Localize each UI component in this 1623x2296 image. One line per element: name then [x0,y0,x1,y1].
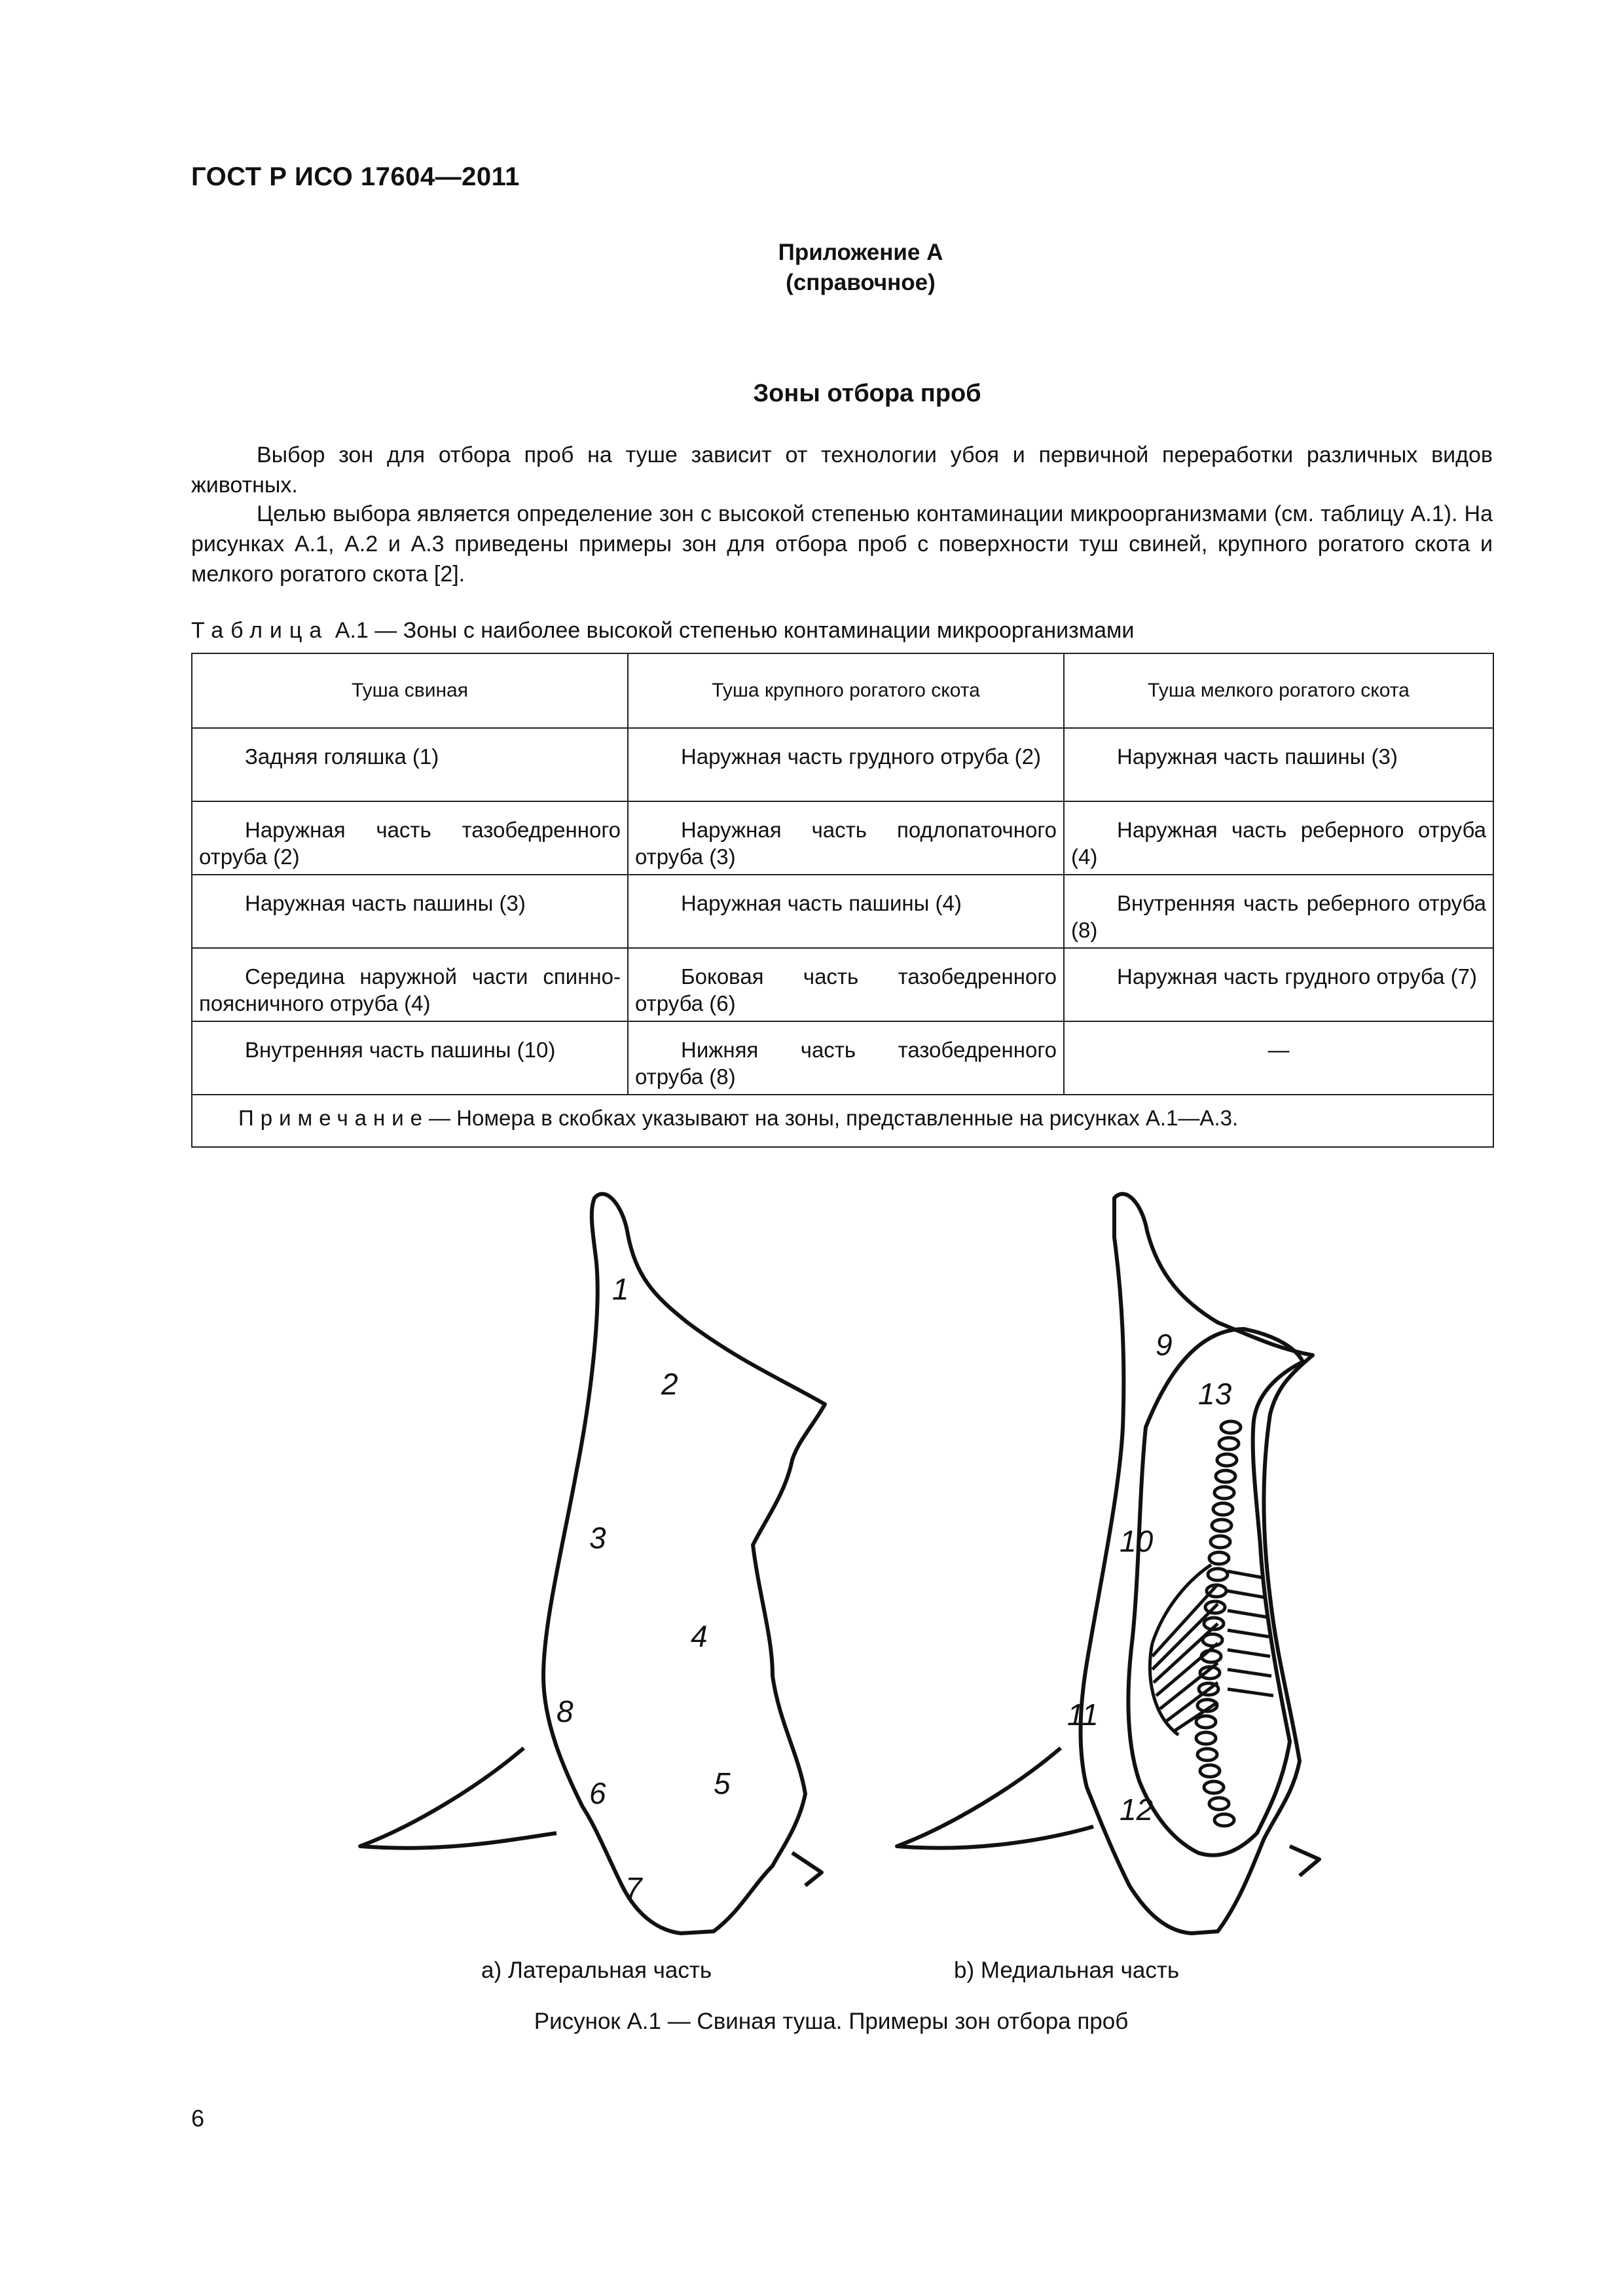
carcass-tail-lateral [792,1853,822,1886]
paragraph-1-text: Выбор зон для отбора проб на туше зависит от технологии убоя и первичной переработки различных видов животных. [191,443,1493,498]
page-number: 6 [191,2105,205,2132]
table-header-cell: Туша свиная [192,653,628,728]
zone-label: 9 [1156,1328,1173,1362]
table-cell [192,801,628,875]
cell-text: Боковая часть тазобедренного отруба (6) [635,964,1057,1015]
cell-text: Внутренняя часть реберного отруба (8) [1071,891,1486,942]
carcass-leg-lateral [360,1748,556,1848]
table-cell [628,948,1064,1021]
figure-b-medial [897,1194,1319,1933]
figure-a-lateral [360,1194,825,1933]
zone-label: 4 [691,1619,708,1653]
table-cell [628,875,1064,948]
zone-label: 3 [589,1521,606,1555]
cell-text: Середина наружной части спинно-поясничного отруба (4) [199,964,621,1015]
carcass-leg-medial [897,1748,1093,1848]
zone-label: 6 [589,1776,606,1810]
table-cell [192,1021,628,1095]
table-row [192,948,1493,1021]
note-label: Примечание [238,1106,429,1130]
cell-text: Наружная часть тазобедренного отруба (2) [199,818,621,869]
zones-table [191,653,1494,1148]
carcass-figures [347,1178,1362,1964]
table-caption-label: Таблица [191,618,329,643]
table-cell [192,948,628,1021]
table-cell [1064,728,1493,801]
zone-label: 12 [1120,1793,1154,1827]
cell-text: Наружная часть грудного отруба (2) [681,744,1041,769]
zone-label: 1 [612,1272,629,1306]
figure-caption: Рисунок А.1 — Свиная туша. Примеры зон отбора проб [534,2009,1129,2034]
table-header-row [192,653,1493,728]
cell-text: Наружная часть пашины (3) [1117,744,1398,769]
appendix-subtitle: (справочное) [786,270,936,295]
table-cell [1064,948,1493,1021]
zone-label: 8 [556,1694,574,1728]
table-note-row [192,1095,1493,1147]
cell-text: — [1267,1038,1290,1062]
cell-text: Задняя голяшка (1) [245,744,439,769]
paragraph-1 [191,440,1493,500]
table-cell [628,1021,1064,1095]
table-cell [1064,801,1493,875]
spine-vertebrae [1196,1421,1241,1826]
document-header: ГОСТ Р ИСО 17604—2011 [191,162,520,191]
table-row [192,1021,1493,1095]
table-row [192,801,1493,875]
section-title: Зоны отбора проб [753,380,981,407]
table-header-cell: Туша мелкого рогатого скота [1064,653,1493,728]
cell-text: Наружная часть пашины (3) [245,891,526,915]
table-cell [1064,1021,1493,1095]
table-cell [628,728,1064,801]
figure-sub-b: b) Медиальная часть [954,1958,1180,1983]
zone-label: 11 [1067,1698,1099,1732]
carcass-tail-medial [1290,1846,1319,1876]
figure-sub-a: а) Латеральная часть [481,1958,712,1983]
carcass-outline-medial [1081,1194,1313,1933]
cell-text: Наружная часть грудного отруба (7) [1117,964,1477,989]
note-text: — Номера в скобках указывают на зоны, представленные на рисунках А.1—А.3. [429,1106,1239,1130]
table-caption-text: А.1 — Зоны с наиболее высокой степенью контаминации микроорганизмами [335,618,1135,643]
paragraph-2 [191,499,1493,589]
zone-label: 10 [1120,1524,1154,1558]
table-row [192,728,1493,801]
zone-label: 7 [625,1871,642,1905]
zone-label: 5 [714,1766,731,1800]
carcass-outline-lateral [543,1194,825,1933]
cell-text: Нижняя часть тазобедренного отруба (8) [635,1038,1057,1089]
cell-text: Наружная часть пашины (4) [681,891,962,915]
table-cell [1064,875,1493,948]
table-caption [191,618,1134,644]
cell-text: Внутренняя часть пашины (10) [245,1038,556,1062]
table-note [192,1095,1493,1147]
appendix-title: Приложение А [778,240,943,265]
paragraph-2-text: Целью выбора является определение зон с высокой степенью контаминации микроорганизмами (см. таблицу А.1). На рисунках А.1, А.2 и А.3 приведены примеры зон для отбора проб с поверхности туш свиней, крупного рогатого скота и мелкого рогатого скота [2]. [191,501,1493,587]
table-cell [192,728,628,801]
cell-text: Наружная часть подлопаточного отруба (3) [635,818,1057,869]
table-cell [192,875,628,948]
table-row [192,875,1493,948]
zone-label: 13 [1198,1377,1232,1411]
zone-label: 2 [661,1367,678,1401]
appendix-heading [0,238,1623,298]
cell-text: Наружная часть реберного отруба (4) [1071,818,1486,869]
table-cell [628,801,1064,875]
table-header-cell: Туша крупного рогатого скота [628,653,1064,728]
